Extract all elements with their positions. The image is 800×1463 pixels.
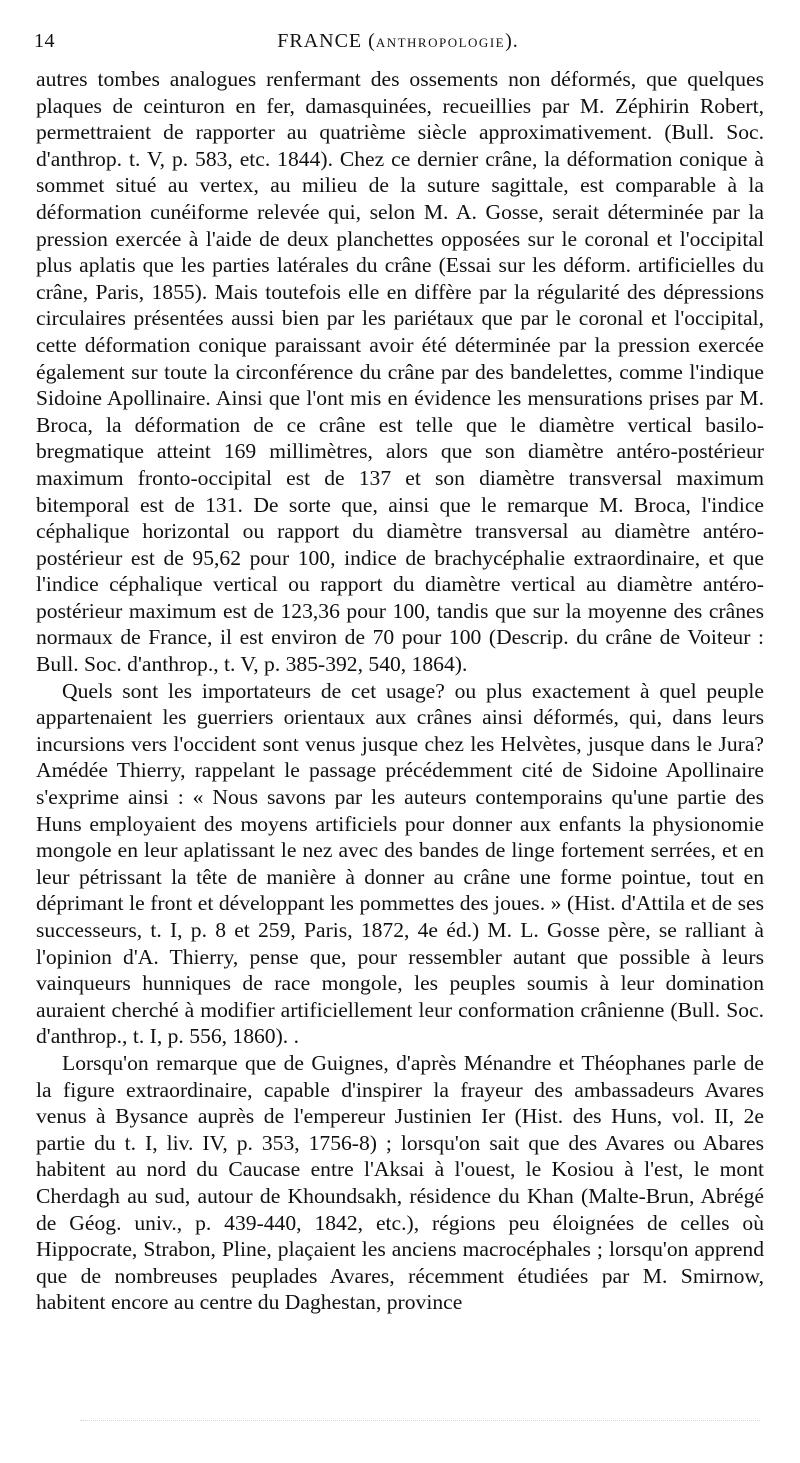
paragraph-1: autres tombes analogues renfermant des ossements non déformés, que quelques plaques de ceinturon en fer, damasquinées, recueillies par M. Zéphirin Robert, permettraient de rapporter au quatrième siècle approximativement. (Bull. Soc. d'anthrop. t. V, p. 583, etc. 1844). Chez ce dernier crâne, la déformation conique à sommet situé au vertex, au milieu de la suture sagittale, est comparable à la déformation cunéiforme relevée qui, selon M. A. Gosse, serait déterminée par la pression exercée à l'aide de deux planchettes opposées sur le coronal et l'occipital plus aplatis que les parties latérales du crâne (Essai sur les déform. artificielles du crâne, Paris, 1855). Mais toutefois elle en diffère par la régularité des dépressions circulaires présentées aussi bien par les pariétaux que par le coronal et l'occipital, cette déformation conique paraissant avoir été déterminée par la pression exercée également sur toute la circonférence du crâne par des bandelettes, comme l'indique Sidoine Apollinaire. Ainsi que l'ont mis en évidence les mensurations prises par M. Broca, la déformation de ce crâne est telle que le diamètre vertical basilo-bregmatique atteint 169 millimètres, alors que son diamètre antéro-postérieur maximum fronto-occipital est de 137 et son diamètre transversal maximum bitemporal est de 131. De sorte que, ainsi que le remarque M. Broca, l'indice céphalique horizontal ou rapport du diamètre transversal au diamètre antéro-postérieur est de 95,62 pour 100, indice de brachycéphalie extraordinaire, et que l'indice céphalique vertical ou rapport du diamètre vertical au diamètre antéro-postérieur maximum est de 123,36 pour 100, tandis que sur la moyenne des crânes normaux de France, il est environ de 70 pour 100 (Descrip. du crâne de Voiteur : Bull. Soc. d'anthrop., t. V, p. 385-392, 540, 1864). [36,67,764,677]
running-title [34,30,762,53]
running-title-close: ). [505,30,519,52]
running-title-smallcaps: ANTHROPOLOGIE [375,35,506,50]
running-title-main: FRANCE ( [277,30,376,52]
page-number: 14 [34,30,55,52]
scan-bleed-line [80,1420,760,1423]
running-header [34,30,762,56]
paragraph-2: Quels sont les importateurs de cet usage? ou plus exactement à quel peuple appartenaient les guerriers orientaux aux crânes ainsi déformés, qui, dans leurs incursions vers l'occident sont venus jusque chez les Helvètes, jusque dans le Jura? Amédée Thierry, rappelant le passage précédemment cité de Sidoine Apollinaire s'exprime ainsi : « Nous savons par les auteurs contemporains qu'une partie des Huns employaient des moyens artificiels pour donner aux enfants la physionomie mongole en leur aplatissant le nez avec des bandes de linge fortement serrées, et en leur pétrissant la tête de manière à donner au crâne une forme pointue, tout en déprimant le front et développant les pommettes des joues. » (Hist. d'Attila et de ses successeurs, t. I, p. 8 et 259, Paris, 1872, 4e éd.) M. L. Gosse père, se ralliant à l'opinion d'A. Thierry, pense que, pour ressembler autant que possible à leurs vainqueurs hunniques de race mongole, les peuples soumis à leur domination auraient cherché à modifier artificiellement leur conformation crânienne (Bull. Soc. d'anthrop., t. I, p. 556, 1860). . [36,678,764,1049]
body-text [36,66,764,1316]
paragraph-3: Lorsqu'on remarque que de Guignes, d'après Ménandre et Théophanes parle de la figure extraordinaire, capable d'inspirer la frayeur des ambassadeurs Avares venus à Bysance auprès de l'empereur Justinien Ier (Hist. des Huns, vol. II, 2e partie du t. I, liv. IV, p. 353, 1756-8) ; lorsqu'on sait que des Avares ou Abares habitent au nord du Caucase entre l'Aksai à l'ouest, le Kosiou à l'est, le mont Cherdagh au sud, autour de Khoundsakh, résidence du Khan (Malte-Brun, Abrégé de Géog. univ., p. 439-440, 1842, etc.), régions peu éloignées de celles où Hippocrate, Strabon, Pline, plaçaient les anciens macrocéphales ; lorsqu'on apprend que de nombreuses peuplades Avares, récemment étudiées par M. Smirnow, habitent encore au centre du Daghestan, province [36,1050,764,1315]
